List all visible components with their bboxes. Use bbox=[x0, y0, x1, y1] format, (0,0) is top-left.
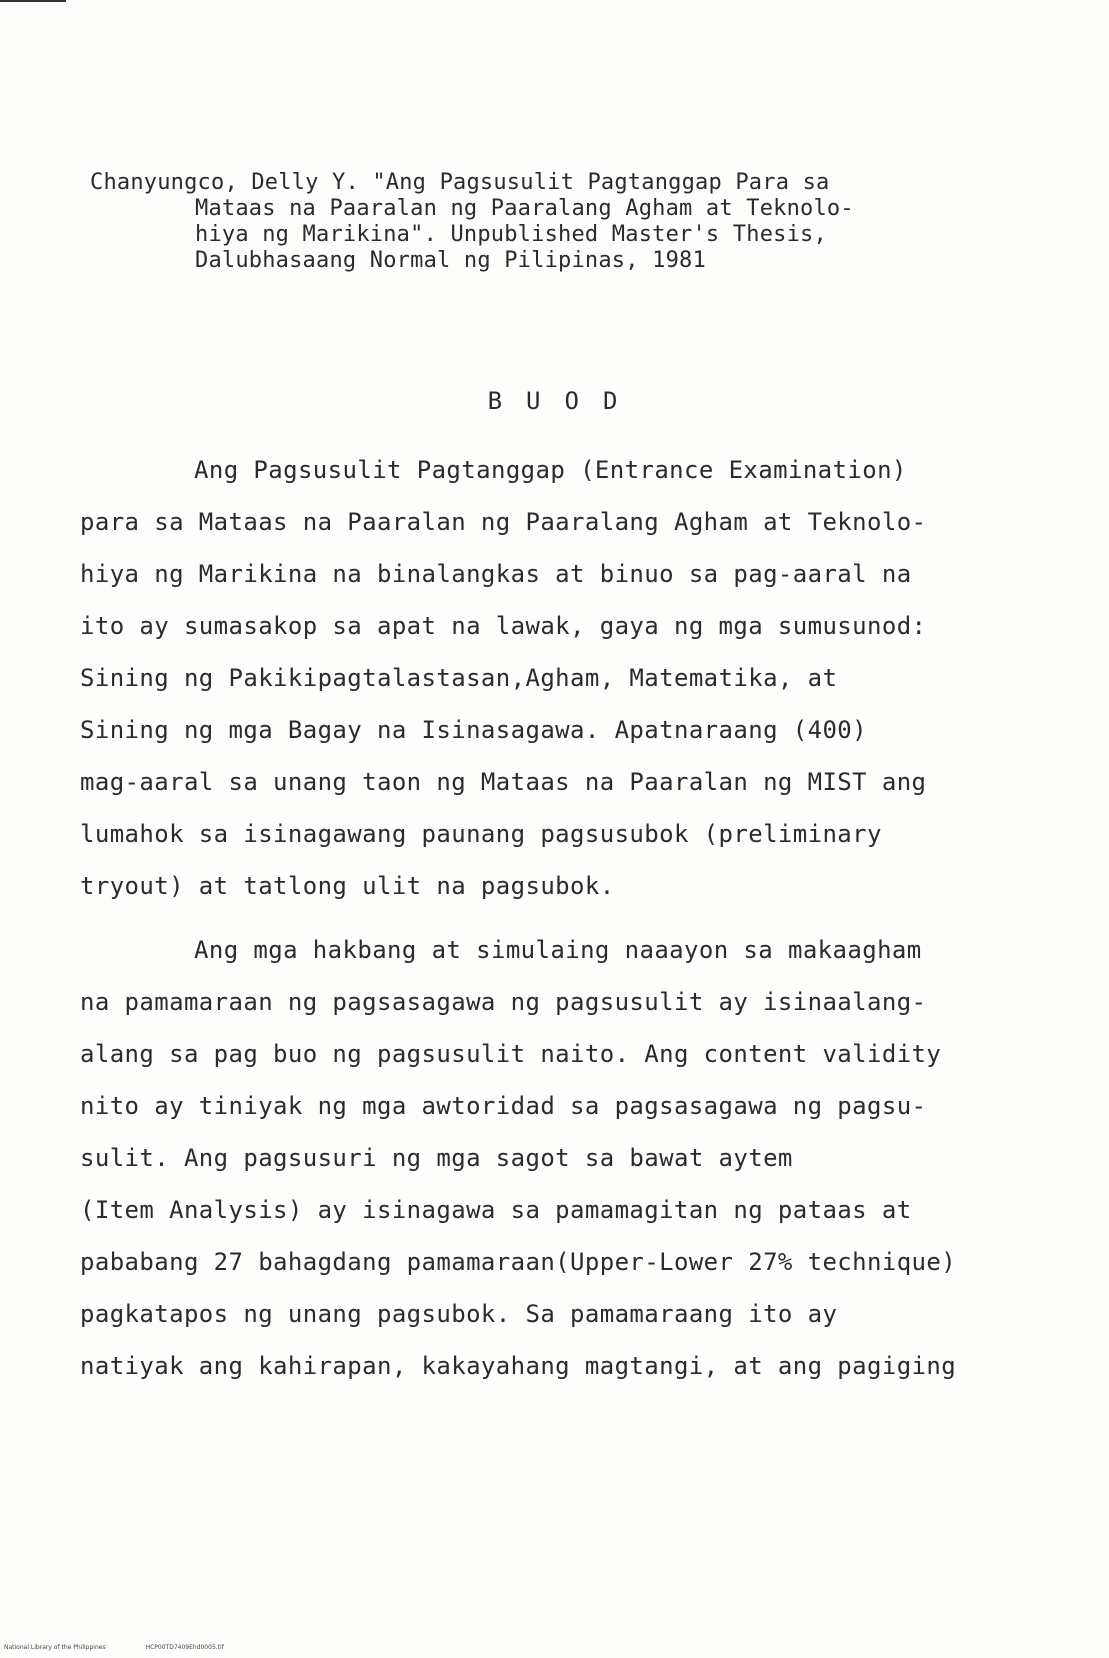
paragraph-line: hiya ng Marikina na binalangkas at binuo sa pag-aaral na bbox=[80, 560, 912, 588]
paragraph-line: ito ay sumasakop sa apat na lawak, gaya ng mga sumusunod: bbox=[80, 612, 927, 640]
citation-line: Chanyungco, Delly Y. "Ang Pagsusulit Pagtanggap Para sa bbox=[90, 170, 830, 195]
citation-block bbox=[90, 170, 1050, 274]
paragraph-line: (Item Analysis) ay isinagawa sa pamamagitan ng pataas at bbox=[80, 1196, 912, 1224]
paragraph-line: tryout) at tatlong ulit na pagsubok. bbox=[80, 872, 615, 900]
citation-line: hiya ng Marikina". Unpublished Master's Thesis, bbox=[195, 222, 827, 247]
footer-file-id: HCP00TD7409Ehd0005.tif bbox=[145, 1644, 224, 1651]
paragraph-line: Ang Pagsusulit Pagtanggap (Entrance Examination) bbox=[194, 456, 907, 484]
footer-library: National Library of the Philippines bbox=[4, 1644, 106, 1651]
paragraph-line: Ang mga hakbang at simulaing naaayon sa makaagham bbox=[194, 936, 922, 964]
paragraph-line: na pamamaraan ng pagsasagawa ng pagsusulit ay isinaalang- bbox=[80, 988, 927, 1016]
paragraph-line: lumahok sa isinagawang paunang pagsusubok (preliminary bbox=[80, 820, 882, 848]
paragraph-line: nito ay tiniyak ng mga awtoridad sa pagsasagawa ng pagsu- bbox=[80, 1092, 927, 1120]
paragraph-line: mag-aaral sa unang taon ng Mataas na Paaralan ng MIST ang bbox=[80, 768, 927, 796]
paragraph-line: para sa Mataas na Paaralan ng Paaralang Agham at Teknolo- bbox=[80, 508, 927, 536]
paragraph-2 bbox=[80, 924, 1040, 1392]
section-heading: BUOD bbox=[487, 387, 642, 415]
paragraph-line: pagkatapos ng unang pagsubok. Sa pamamaraang ito ay bbox=[80, 1300, 838, 1328]
paragraph-line: Sining ng mga Bagay na Isinasagawa. Apatnaraang (400) bbox=[80, 716, 868, 744]
paragraph-line: Sining ng Pakikipagtalastasan,Agham, Matematika, at bbox=[80, 664, 838, 692]
paragraph-line: alang sa pag buo ng pagsusulit naito. Ang content validity bbox=[80, 1040, 942, 1068]
citation-line: Dalubhasaang Normal ng Pilipinas, 1981 bbox=[195, 248, 706, 273]
top-rule bbox=[0, 0, 66, 2]
paragraph-1 bbox=[80, 444, 1040, 912]
paragraph-line: natiyak ang kahirapan, kakayahang magtangi, at ang pagiging bbox=[80, 1352, 957, 1380]
paragraph-line: sulit. Ang pagsusuri ng mga sagot sa bawat aytem bbox=[80, 1144, 793, 1172]
citation-line: Mataas na Paaralan ng Paaralang Agham at Teknolo- bbox=[195, 196, 854, 221]
paragraph-line: pababang 27 bahagdang pamamaraan(Upper-Lower 27% technique) bbox=[80, 1248, 957, 1276]
scan-footer bbox=[4, 1644, 264, 1651]
